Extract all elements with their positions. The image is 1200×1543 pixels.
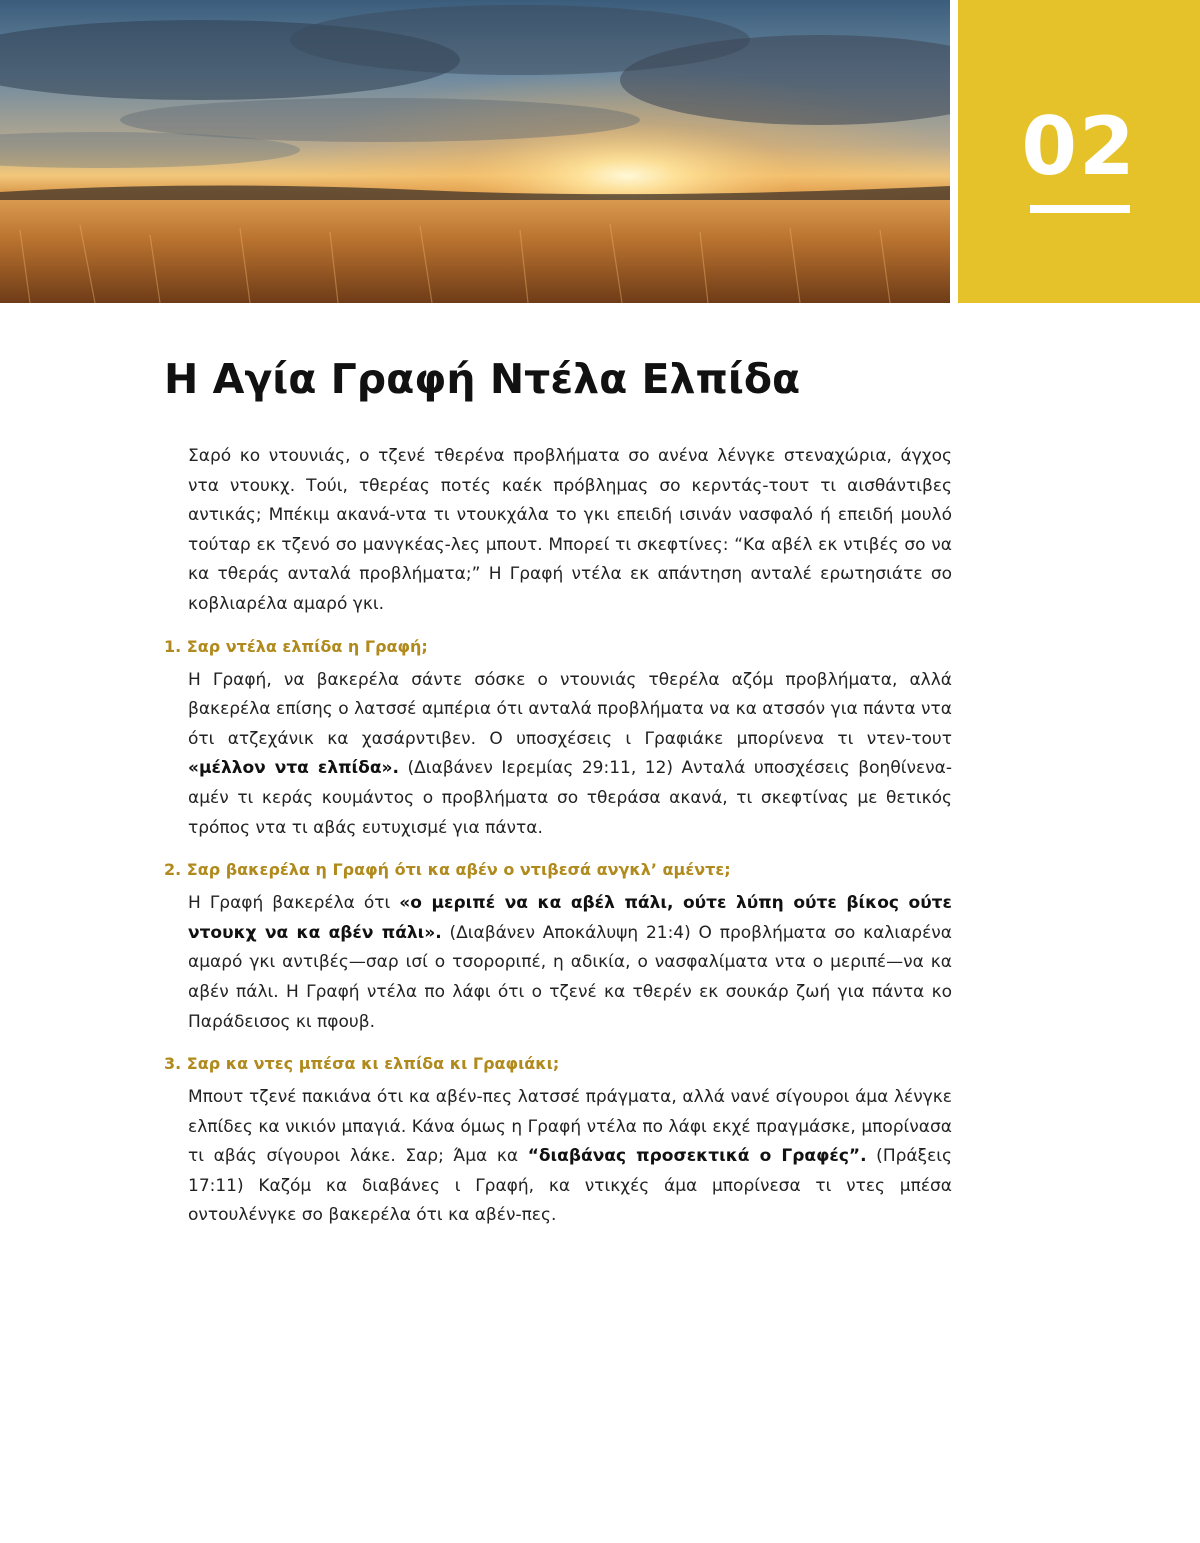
intro-paragraph: Σαρό κο ντουνιάς, ο τζενέ τθερένα προβλήματα σο ανένα λένγκε στεναχώρια, άγχος ντα ντουκχ. Τούι, τθερέας ποτές καέκ πρόβλημας σο κερντάς-τουτ τι αισθάντιβες αντικάς; Μπέκιμ ακανά-ντα τι ντουκχάλα το γκι επειδή ισινάν νασφαλό ή επειδή μουλό τούταρ εκ τζενό σο μανγκέας-λες μπουτ. Μπορεί τι σκεφτίνες: “Κα αβέλ εκ ντιβές σο να κα τθεράς ανταλά προβλήματα;” Η Γραφή ντέλα εκ απάντηση ανταλέ ερωτησιάτε σο κοβλιαρέλα αμαρό γκι.: [188, 446, 952, 614]
landscape-illustration: [0, 0, 950, 303]
section-2-quote: «ο μεριπέ να κα αβέλ πάλι, ούτε λύπη ούτε βίκος ούτε ντουκχ να κα αβέν πάλι».: [188, 893, 952, 943]
section-3-quote: “διαβάνας προσεκτικά ο Γραφές”.: [527, 1146, 867, 1167]
section-3-text-b: (Πράξεις 17:11) Καζόμ κα διαβάνες ι Γραφή, κα ντικχές άμα μπορίνεσα τι ντες μπέσα οντουλένγκε σο βακερέλα ότι κα αβέν-πες.: [188, 1146, 952, 1226]
section-2-text-b: (Διαβάνεν Αποκάλυψη 21:4) Ο προβλήματα σο καλιαρένα αμαρό γκι αντιβές—σαρ ισί ο τσοροριπέ, η αδικία, ο νασφαλίματα ντα ο μεριπέ—να κα αβέν πάλι. Η Γραφή ντέλα πο λάφι ότι ο τζενέ κα τθερέν εκ σουκάρ ζωή για πάντα κο Παράδεισος κι πφουβ.: [188, 922, 952, 1032]
section-2-answer: [188, 889, 952, 1037]
section-3-text-a: Μπουτ τζενέ πακιάνα ότι κα αβέν-πες λατσσέ πράγματα, αλλά νανέ σίγουροι άμα λένγκε ελπίδες κα νικιόν μπαγιά. Κάνα όμως η Γραφή ντέλα πο λάφι εκχέ πραγμάσκε, μπορίνασα τι αβάς σίγουροι λάκε. Σαρ; Άμα κα: [188, 1087, 952, 1167]
section-3-answer: [188, 1083, 952, 1231]
chapter-number: 02: [1021, 100, 1137, 193]
section-1-quote: «μέλλον ντα ελπίδα».: [188, 758, 399, 779]
chapter-underline: [1030, 205, 1130, 213]
section-2-question: 2. Σαρ βακερέλα η Γραφή ότι κα αβέν ο ντιβεσά ανγκλ’ αμέντε;: [164, 860, 731, 880]
hero-photo-wheat-field-sunset: [0, 0, 950, 303]
section-1-answer: [188, 666, 952, 844]
article-body: [164, 442, 952, 1231]
section-1-question: 1. Σαρ ντέλα ελπίδα η Γραφή;: [164, 636, 428, 656]
section-1-text-a: Η Γραφή, να βακερέλα σάντε σόσκε ο ντουνιάς τθερέλα αζόμ προβλήματα, αλλά βακερέλα επίσης ο λατσσέ αμπέρια ότι ανταλά προβλήματα να κα ατσσόν για πάντα ντα ότι ατζεχάνικ κα χασάρντιβεν. Ο υποσχέσεις ι Γραφιάκε μπορίνενα τι ντεν-τουτ: [188, 669, 952, 749]
section-3-question: 3. Σαρ κα ντες μπέσα κι ελπίδα κι Γραφιάκι;: [164, 1054, 560, 1074]
section-2-text-a: Η Γραφή βακερέλα ότι: [188, 893, 400, 914]
page-title: Η Αγία Γραφή Ντέλα Ελπίδα: [164, 355, 801, 403]
chapter-badge: [958, 0, 1200, 303]
section-1-text-b: (Διαβάνεν Ιερεμίας 29:11, 12) Ανταλά υποσχέσεις βοηθίνενα-αμέν τι κεράς κουμάντος ο προβλήματα σο τθεράσα ακανά, τι σκεφτίνας με θετικός τρόπος ντα τι αβάς ευτυχισμέ για πάντα.: [188, 758, 953, 838]
